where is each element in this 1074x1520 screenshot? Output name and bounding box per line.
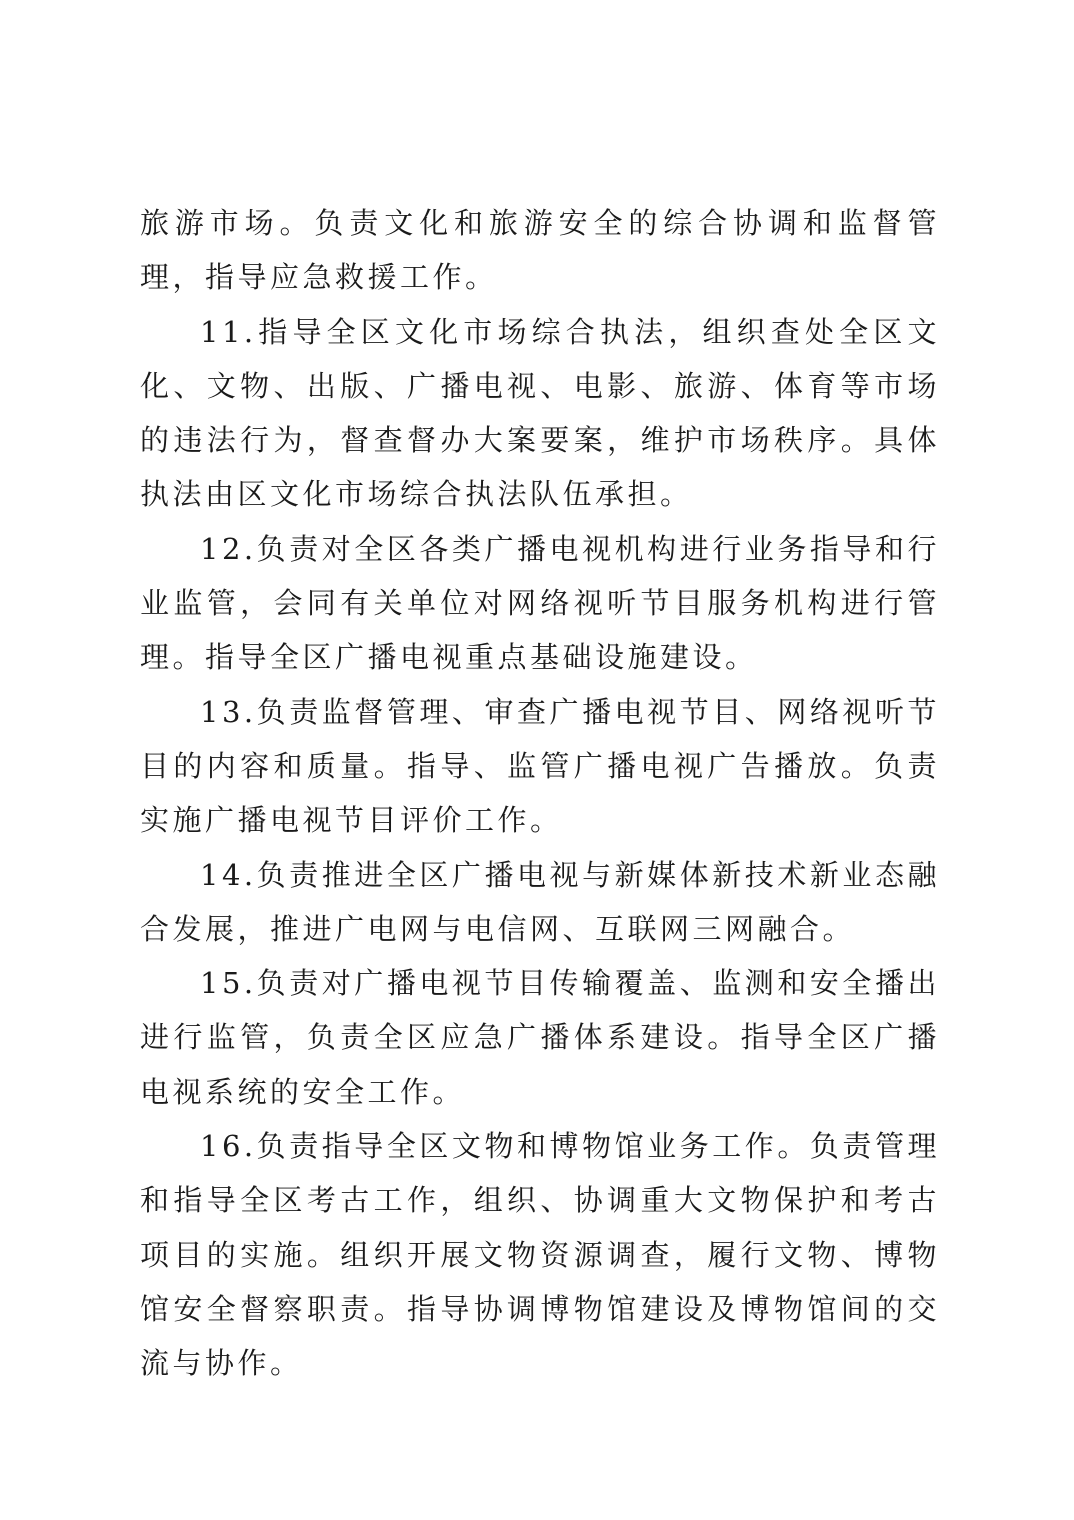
paragraph-item-15: 15.负责对广播电视节目传输覆盖、监测和安全播出进行监管，负责全区应急广播体系建设。指导全区广播电视系统的安全工作。 [140, 966, 940, 1109]
paragraph-item-16: 16.负责指导全区文物和博物馆业务工作。负责管理和指导全区考古工作，组织、协调重大文物保护和考古项目的实施。组织开展文物资源调查，履行文物、博物馆安全督察职责。指导协调博物馆建设及博物馆间的交流与协作。 [140, 1129, 940, 1381]
document-body [140, 196, 940, 1391]
paragraph-item-13: 13.负责监督管理、审查广播电视节目、网络视听节目的内容和质量。指导、监管广播电视广告播放。负责实施广播电视节目评价工作。 [140, 694, 940, 838]
paragraph-item-11: 11.指导全区文化市场综合执法，组织查处全区文化、文物、出版、广播电视、电影、旅游、体育等市场的违法行为，督查督办大案要案，维护市场秩序。具体执法由区文化市场综合执法队伍承担。 [140, 314, 940, 512]
paragraph-item-14: 14.负责推进全区广播电视与新媒体新技术新业态融合发展，推进广电网与电信网、互联网三网融合。 [140, 857, 940, 946]
paragraph-continuation: 旅游市场。负责文化和旅游安全的综合协调和监督管理，指导应急救援工作。 [140, 206, 940, 295]
paragraph-item-12: 12.负责对全区各类广播电视机构进行业务指导和行业监管，会同有关单位对网络视听节目服务机构进行管理。指导全区广播电视重点基础设施建设。 [140, 531, 940, 675]
